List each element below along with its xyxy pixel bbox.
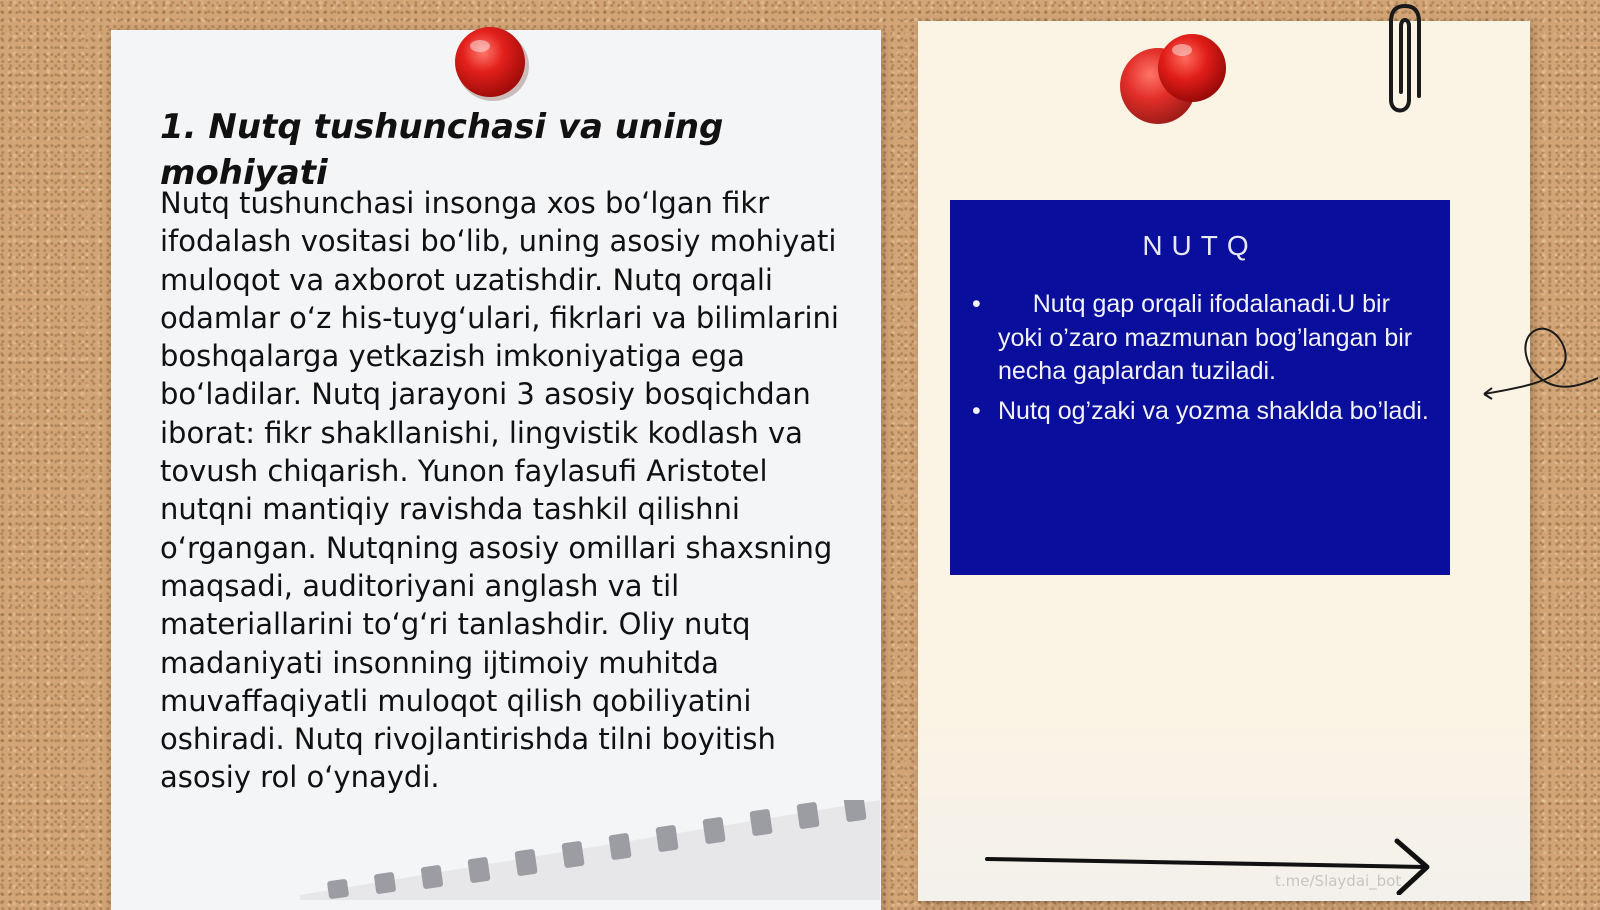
note-body-text: Nutq tushunchasi insonga xos bo‘lgan fikr ifodalash vositasi bo‘lib, uning asosiy mohiyati muloqot va axborot uzatishdir. Nutq orqali odamlar o‘z his-tuyg‘ulari, fikrlari va bilimlarini boshqalarga yetkazish imkoniyatiga ega bo‘ladilar. Nutq jarayoni 3 asosiy bosqichdan iborat: fikr shakllanishi, lingvistik kodlash va tovush chiqarish. Yunon faylasufi Aristotel nutqni mantiqiy ravishda tashkil qilishni o‘rgangan. Nutqning asosiy omillari shaxsning maqsadi, auditoriyani anglash va til materiallarini to‘g‘ri tanlashdir. Oliy nutq madaniyati insonning ijtimoiy muhitda muvaffaqiyatli muloqot qilish qobiliyatini oshiradi. Nutq rivojlantirishda tilni boyitish asosiy rol o‘ynaydi. xyxy=(160,186,839,795)
watermark: t.me/Slaydai_bot xyxy=(1275,872,1402,890)
squiggle-doodle-icon xyxy=(1480,312,1600,411)
slide-title: NUTQ xyxy=(1142,230,1258,261)
bullet-icon: • xyxy=(972,290,981,318)
paperclip-icon xyxy=(1375,0,1425,129)
embedded-slide-nutq xyxy=(950,200,1450,575)
torn-paper-edge xyxy=(300,800,880,904)
pushpin-icon xyxy=(1120,28,1240,142)
bullet-text: Nutq gap orqali ifodalanadi.U bir yoki o’zaro mazmunan bog’langan bir necha gaplardan tuziladi. xyxy=(998,290,1420,385)
note-title: 1. Nutq tushunchasi va uning mohiyati xyxy=(160,107,724,193)
bullet-icon: • xyxy=(972,396,981,425)
pushpin-icon xyxy=(452,22,532,106)
list-item xyxy=(970,288,1430,389)
slide-bullet-list xyxy=(970,288,1430,434)
list-item xyxy=(970,395,1430,429)
bullet-text: Nutq og’zaki va yozma shaklda bo’ladi. xyxy=(998,396,1429,425)
